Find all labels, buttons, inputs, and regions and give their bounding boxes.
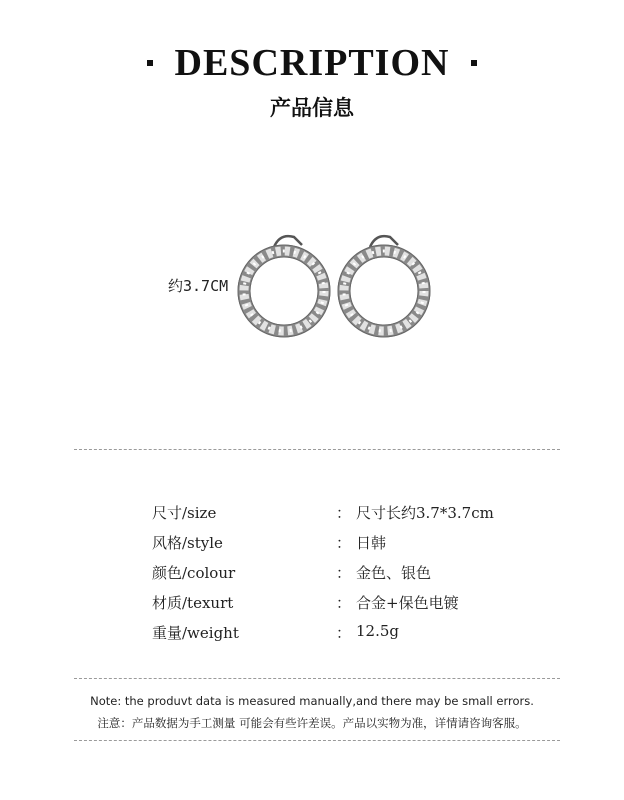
- spec-colon: ：: [336, 624, 352, 642]
- spec-label: 颜色/colour: [152, 564, 236, 582]
- divider-top: [74, 449, 560, 450]
- bullet-right-icon: [471, 60, 477, 66]
- divider-middle: [74, 678, 560, 679]
- title-row: [0, 38, 624, 88]
- spec-colon: ：: [336, 594, 352, 612]
- spec-colon: ：: [336, 504, 352, 522]
- spec-value: 12.5g: [356, 622, 400, 640]
- page-subtitle: 产品信息: [270, 96, 354, 120]
- spec-value: 尺寸长约3.7*3.7cm: [356, 504, 494, 522]
- spec-label: 风格/style: [152, 534, 223, 552]
- spec-row-style: [0, 530, 624, 556]
- left-earring-icon: [236, 225, 336, 343]
- spec-colon: ：: [336, 534, 352, 552]
- page-title: DESCRIPTION: [174, 42, 450, 84]
- spec-row-texture: [0, 590, 624, 616]
- spec-label: 重量/weight: [152, 624, 239, 642]
- note-chinese: 注意：产品数据为手工测量 可能会有些许差误。产品以实物为准，详情请咨询客服。: [97, 716, 527, 730]
- spec-row-weight: [0, 620, 624, 646]
- note-english: Note: the produvt data is measured manually,and there may be small errors.: [90, 694, 534, 708]
- spec-value: 日韩: [356, 534, 387, 552]
- spec-value: 金色、银色: [356, 564, 432, 582]
- divider-bottom: [74, 740, 560, 741]
- right-earring-icon: [334, 225, 434, 343]
- bullet-left-icon: [147, 60, 153, 66]
- spec-label: 材质/texurt: [152, 594, 234, 612]
- spec-colon: ：: [336, 564, 352, 582]
- spec-row-size: [0, 500, 624, 526]
- dimension-label: 约3.7CM: [168, 277, 229, 295]
- spec-row-colour: [0, 560, 624, 586]
- spec-label: 尺寸/size: [152, 504, 217, 522]
- spec-value: 合金+保色电镀: [356, 594, 459, 612]
- product-image: [0, 225, 624, 355]
